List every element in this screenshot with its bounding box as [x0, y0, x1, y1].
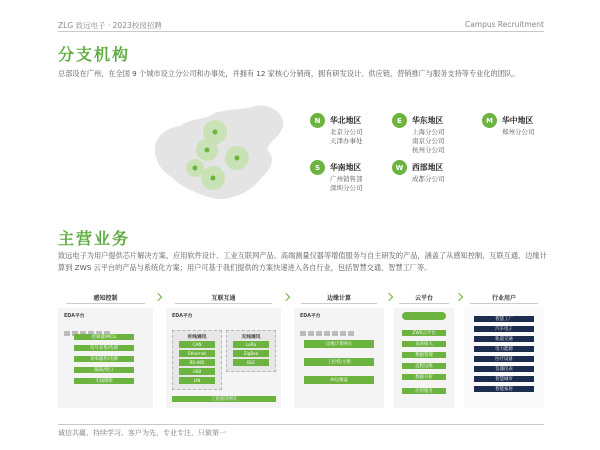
product-bar: 应用服务 [402, 388, 446, 394]
col-head-edge: 边缘计算 [294, 290, 384, 304]
partner-logos [172, 321, 220, 326]
city: 上海分公司 [412, 128, 445, 136]
product-bar: 隔离/接口 [74, 367, 134, 373]
chevron-right-icon [154, 293, 162, 301]
city: 南京分公司 [412, 137, 445, 145]
header-brand: ZLG 致远电子 · 2023校园招聘 [58, 21, 162, 30]
partner-logos [64, 321, 112, 326]
industry-bar: 智能家居 [474, 386, 534, 392]
business-diagram [58, 290, 544, 410]
product-bar: 信号采集/传感 [74, 345, 134, 351]
region-west [392, 160, 445, 184]
col-sensing [58, 308, 153, 408]
wireless-group [226, 330, 276, 372]
page-footer [58, 424, 544, 437]
product-box: Ethernet [179, 350, 215, 357]
group-label: 有线通讯 [187, 335, 207, 340]
chevron-right-icon [385, 293, 393, 301]
industry-bar: 医疗设备 [474, 356, 534, 362]
industry-bar: 汽车电子 [474, 326, 534, 332]
col-head-industry: 行业用户 [464, 290, 544, 304]
region-name: 华东地区 [412, 116, 444, 125]
product-bar: 工控机/主板 [304, 358, 374, 366]
product-bar: 控制器/MCU [74, 334, 134, 340]
col-head-connectivity: 互联互通 [166, 290, 281, 304]
badge-w: W [392, 160, 407, 175]
product-bar: 设备接入 [402, 341, 446, 347]
product-bar: 无线模组 [74, 378, 134, 384]
footer-values: 诚信共赢、持续学习、客户为先、专业专注、只做第一 [58, 429, 226, 437]
city: 天津办事处 [330, 137, 363, 145]
col-head-sensing: 感知控制 [58, 290, 153, 304]
city: 北京分公司 [330, 128, 363, 136]
region-name: 华北地区 [330, 116, 362, 125]
partner-logos [300, 321, 356, 326]
product-box: CAN [179, 341, 215, 348]
china-map [135, 98, 295, 208]
product-bar: ZWS云平台 [402, 330, 446, 336]
region-east [392, 113, 445, 155]
region-name: 华南地区 [330, 163, 362, 172]
col-cloud [394, 308, 454, 408]
product-box: LoRa [233, 341, 269, 348]
col-industry [464, 308, 544, 408]
product-bar: 数据分析 [402, 374, 446, 380]
city: 成都分公司 [412, 175, 445, 183]
product-bar: 数据管理 [402, 352, 446, 358]
city: 杭州分公司 [412, 146, 445, 154]
gateway-bar: 工业通讯网关 [172, 396, 276, 402]
region-south [310, 160, 363, 193]
group-label: 无线通讯 [241, 335, 261, 340]
page-header [58, 18, 544, 32]
eda-label: EDA平台 [64, 314, 85, 319]
product-bar: 功率器件/电源 [74, 356, 134, 362]
city: 广州销售部 [330, 175, 363, 183]
region-central [482, 113, 535, 137]
product-box: LIN [179, 377, 215, 384]
region-north [310, 113, 363, 146]
business-intro: 致远电子为用户提供芯片解决方案、应用软件设计、工业互联网产品、高端测量仪器等增值服务与自主研发的产品，涵盖了从感知控制、互联互通、边缘计算到 ZWS 云平台的产品与系统化方案；用户可基于我们提供的方案快速进入各自行业，包括智慧交通、智慧工厂等。 [58, 251, 547, 272]
industry-bar: 轨道交通 [474, 336, 534, 342]
industry-bar: 仪器仪表 [474, 366, 534, 372]
col-connectivity [166, 308, 281, 408]
product-bar: AI边缘盒 [304, 376, 374, 384]
region-name: 西部地区 [412, 163, 444, 172]
city: 深圳分公司 [330, 184, 363, 192]
cloud-icon [402, 312, 446, 320]
product-box: ZigBee [233, 350, 269, 357]
branches-title: 分支机构 [58, 45, 131, 64]
chevron-right-icon [282, 293, 290, 301]
industry-bar: 电力能源 [474, 346, 534, 352]
col-head-cloud: 云平台 [394, 290, 454, 304]
product-bar: 边缘计算网关 [304, 340, 374, 348]
product-box: RS-485 [179, 359, 215, 366]
product-box: USB [179, 368, 215, 375]
industry-bar: 智慧城市 [474, 376, 534, 382]
product-bar: 远程运维 [402, 363, 446, 369]
badge-n: N [310, 113, 325, 128]
region-name: 华中地区 [502, 116, 534, 125]
branches-intro: 总部设在广州，在全国 9 个城市设立分公司和办事处，并拥有 12 家核心分销商，拥有研发设计、供应链、营销推广与服务支持等专业化的团队。 [58, 69, 520, 78]
city: 郑州分公司 [502, 128, 535, 136]
badge-s: S [310, 160, 325, 175]
badge-e: E [392, 113, 407, 128]
header-campus-recruitment: Campus Recruitment [464, 20, 544, 29]
wired-group [172, 330, 222, 390]
eda-label: EDA平台 [172, 314, 193, 319]
chevron-right-icon [455, 293, 463, 301]
col-edge [294, 308, 384, 408]
product-box: BLE [233, 359, 269, 366]
badge-m: M [482, 113, 497, 128]
business-title: 主营业务 [58, 229, 131, 248]
eda-label: EDA平台 [300, 314, 321, 319]
industry-bar: 智慧工厂 [474, 316, 534, 322]
